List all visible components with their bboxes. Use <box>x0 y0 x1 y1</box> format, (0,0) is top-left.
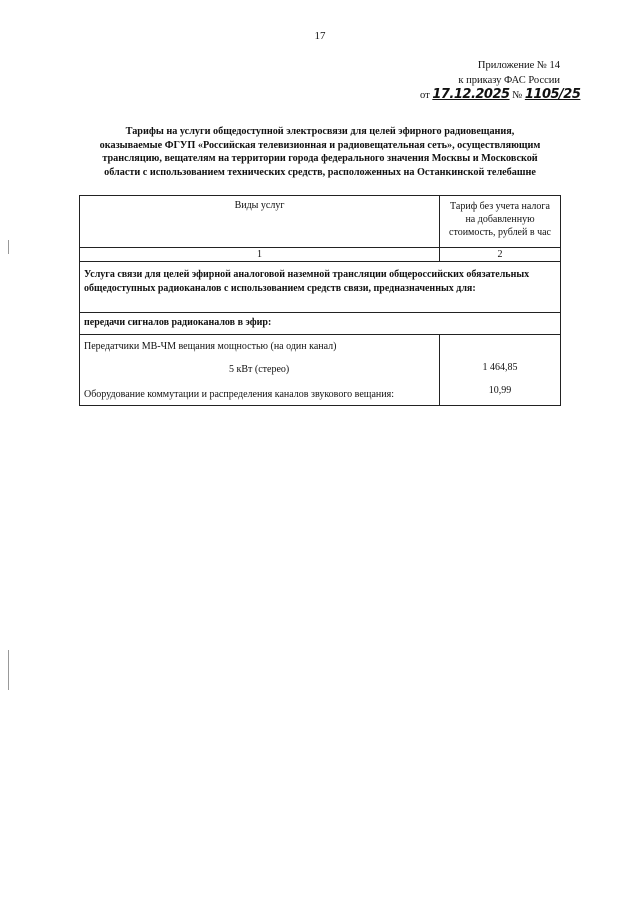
title-line: Тарифы на услуги общедоступной электросвязи для целей эфирного радиовещания, <box>125 126 515 137</box>
order-number-label: № <box>512 90 523 101</box>
title-line: оказываемые ФГУП «Российская телевизионная и радиовещательная сеть», осуществляющим <box>99 139 541 151</box>
items-labels <box>80 335 440 406</box>
title-line: области с использованием технических средств, расположенных на Останкинской телебашне <box>104 166 536 178</box>
power-value: 1 464,85 <box>482 362 518 373</box>
section-row <box>80 262 561 313</box>
order-line <box>420 87 581 102</box>
section-line: общедоступных радиоканалов с использованием средств связи, предназначенных для: <box>84 283 476 294</box>
header-services: Виды услуг <box>80 196 440 248</box>
header-tariff-line: Тариф без учета налога <box>450 201 550 212</box>
page-number: 17 <box>314 30 326 42</box>
header-tariff-line: на добавленную <box>465 214 535 225</box>
subsection-row <box>80 313 561 335</box>
items-values <box>440 335 561 406</box>
column-number-2: 2 <box>440 248 561 262</box>
order-number: 1105/25 <box>524 87 581 102</box>
appendix-header <box>400 58 560 88</box>
scan-margin-mark <box>8 650 9 690</box>
tariff-table <box>79 195 561 406</box>
scan-margin-mark <box>8 240 9 254</box>
order-prefix: от <box>420 90 430 101</box>
appendix-order-reference: к приказу ФАС России <box>458 75 560 86</box>
section-heading <box>80 262 561 313</box>
appendix-title: Приложение № 14 <box>477 60 560 71</box>
equipment-value: 10,99 <box>488 385 512 396</box>
transmitters-label: Передатчики МВ-ЧМ вещания мощностью (на один канал) <box>84 341 337 352</box>
header-tariff <box>440 196 561 248</box>
order-date: 17.12.2025 <box>432 87 510 102</box>
subsection-heading: передачи сигналов радиоканалов в эфир: <box>80 313 561 335</box>
title-line: трансляцию, вещателям на территории города федерального значения Москвы и Московской <box>102 153 538 164</box>
column-number-row <box>80 248 561 262</box>
section-line: Услуга связи для целей эфирной аналоговой наземной трансляции общероссийских обязательных <box>84 269 530 280</box>
power-label: 5 кВт (стерео) <box>229 364 290 375</box>
column-number-1: 1 <box>80 248 440 262</box>
table-header-row <box>80 196 561 248</box>
header-tariff-line: стоимость, рублей в час <box>449 227 551 238</box>
document-title <box>80 125 560 179</box>
equipment-label: Оборудование коммутации и распределения каналов звукового вещания: <box>84 389 394 400</box>
items-row <box>80 335 561 406</box>
